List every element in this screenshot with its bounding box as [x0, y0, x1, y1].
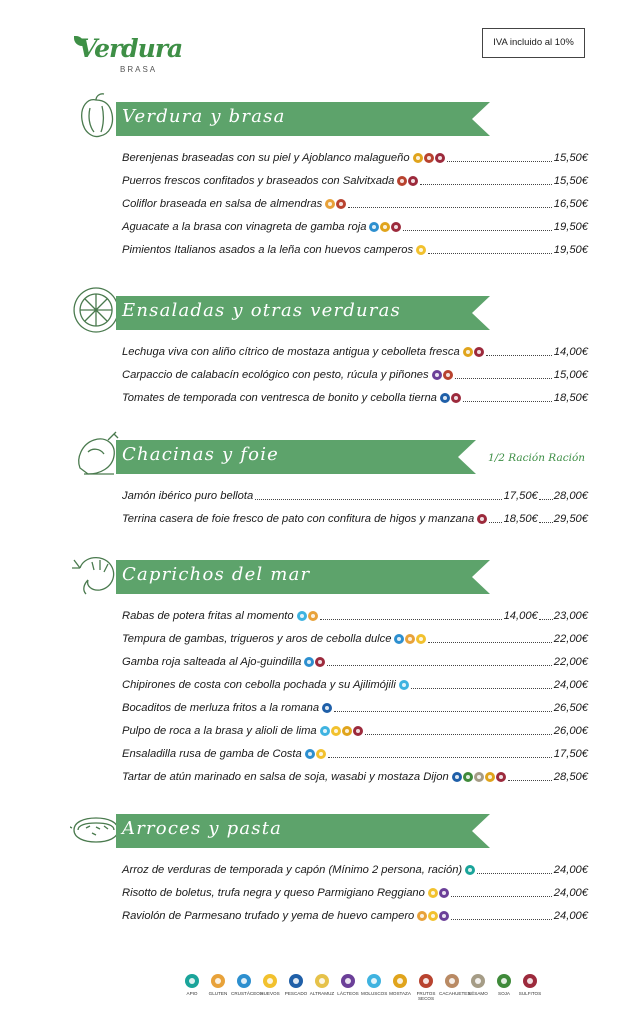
huevos-icon: [416, 634, 426, 644]
mostaza-icon: [342, 726, 352, 736]
sulfitos-icon: [474, 347, 484, 357]
legend-label: APIO: [186, 991, 198, 996]
dish-price: 16,50€: [553, 198, 588, 210]
legend-label: PESCADO: [284, 991, 308, 996]
sulfitos-icon: [523, 974, 537, 988]
huevos-icon: [428, 911, 438, 921]
dot-leader: [403, 219, 551, 231]
frutos_secos-icon: [424, 153, 434, 163]
gluten-icon: [417, 911, 427, 921]
dot-leader: [447, 150, 552, 162]
half-portion-price: 17,50€: [503, 490, 538, 502]
menu-item: [122, 242, 588, 258]
dot-leader: [328, 746, 552, 758]
section-banner: [116, 814, 490, 848]
tomato-slice-icon: [70, 284, 122, 336]
frutos_secos-icon: [397, 176, 407, 186]
dish-name: Lechuga viva con aliño cítrico de mostaza antigua y cebolleta fresca: [122, 346, 460, 358]
apio-icon: [465, 865, 475, 875]
dish-name: Puerros frescos confitados y braseados con Salvitxada: [122, 175, 395, 187]
sulfitos-icon: [435, 153, 445, 163]
dish-name: Pimientos Italianos asados a la leña con huevos camperos: [122, 244, 414, 256]
menu-item: [122, 746, 588, 762]
pescado-icon: [452, 772, 462, 782]
gluten-icon: [308, 611, 318, 621]
menu-item: [122, 654, 588, 670]
dish-price: 24,00€: [553, 864, 588, 876]
section-title: Verdura y brasa: [122, 106, 286, 127]
dot-leader: [508, 769, 552, 781]
legend-label: CACAHUETES: [439, 991, 471, 996]
dot-leader: [451, 908, 551, 920]
paella-icon: [70, 802, 122, 854]
pescado-icon: [289, 974, 303, 988]
dish-price: 23,00€: [553, 610, 588, 622]
sulfitos-icon: [496, 772, 506, 782]
allergen-icons: [413, 153, 445, 163]
dish-price: 19,50€: [553, 221, 588, 233]
dish-price: 15,50€: [553, 175, 588, 187]
dish-price: 26,50€: [553, 702, 588, 714]
pepper-icon: [70, 90, 122, 142]
dish-name: Gamba roja salteada al Ajo-guindilla: [122, 656, 302, 668]
dish-price: 22,00€: [553, 656, 588, 668]
legend-label: CRUSTÁCEOS: [231, 991, 263, 996]
lacteos-icon: [439, 888, 449, 898]
dish-name: Tartar de atún marinado en salsa de soja, wasabi y mostaza Dijon: [122, 771, 449, 783]
menu-item: [122, 700, 588, 716]
dish-name: Chipirones de costa con cebolla pochada y su Ajilimójili: [122, 679, 396, 691]
allergen-legend: [180, 974, 542, 1001]
menu-item: [122, 173, 588, 189]
dot-leader: [463, 390, 552, 402]
ham-icon: [70, 428, 122, 480]
logo-title: Verdura: [78, 34, 183, 63]
legend-label: HUEVOS: [260, 991, 280, 996]
frutos_secos-icon: [443, 370, 453, 380]
legend-item-sulfitos: [518, 974, 542, 1001]
menu-item: [122, 367, 588, 383]
menu-item: [122, 631, 588, 647]
allergen-icons: [417, 911, 449, 921]
cacahuetes-icon: [445, 974, 459, 988]
sulfitos-icon: [391, 222, 401, 232]
menu-item: [122, 511, 588, 527]
legend-item-altramuz: [310, 974, 334, 1001]
crustaceos-icon: [305, 749, 315, 759]
dot-leader: [486, 344, 552, 356]
crustaceos-icon: [237, 974, 251, 988]
dish-price: 24,00€: [553, 887, 588, 899]
legend-label: MOLUSCOS: [361, 991, 388, 996]
dot-leader: [539, 608, 553, 620]
legend-item-pescado: [284, 974, 308, 1001]
dish-name: Tomates de temporada con ventresca de bonito y cebolla tierna: [122, 392, 437, 404]
dish-price: 15,00€: [553, 369, 588, 381]
moluscos-icon: [367, 974, 381, 988]
dish-name: Terrina casera de foie fresco de pato con confitura de higos y manzana: [122, 513, 475, 525]
allergen-icons: [399, 680, 409, 690]
dot-leader: [327, 654, 551, 666]
tax-note: IVA incluido al 10%: [482, 28, 585, 58]
legend-item-moluscos: [362, 974, 386, 1001]
portion-header: 1/2 Ración Ración: [488, 452, 586, 464]
dish-price: 17,50€: [553, 748, 588, 760]
section-banner: [116, 102, 490, 136]
moluscos-icon: [399, 680, 409, 690]
section-banner: [116, 296, 490, 330]
dot-leader: [348, 196, 552, 208]
allergen-icons: [416, 245, 426, 255]
legend-item-apio: [180, 974, 204, 1001]
huevos-icon: [331, 726, 341, 736]
legend-item-lacteos: [336, 974, 360, 1001]
dish-price: 26,00€: [553, 725, 588, 737]
dot-leader: [420, 173, 551, 185]
menu-item: [122, 885, 588, 901]
dish-name: Rabas de potera fritas al momento: [122, 610, 294, 622]
logo-subtitle: BRASA: [120, 65, 158, 74]
mostaza-icon: [485, 772, 495, 782]
soja-icon: [463, 772, 473, 782]
dish-price: 28,50€: [553, 771, 588, 783]
dish-name: Jamón ibérico puro bellota: [122, 490, 254, 502]
moluscos-icon: [320, 726, 330, 736]
section-banner: [116, 440, 476, 474]
dish-name: Arroz de verduras de temporada y capón (Mínimo 2 persona, ración): [122, 864, 463, 876]
huevos-icon: [316, 749, 326, 759]
dot-leader: [411, 677, 552, 689]
apio-icon: [185, 974, 199, 988]
huevos-icon: [416, 245, 426, 255]
pescado-icon: [440, 393, 450, 403]
dot-leader: [489, 511, 501, 523]
allergen-icons: [320, 726, 363, 736]
legend-item-gluten: [206, 974, 230, 1001]
lacteos-icon: [439, 911, 449, 921]
huevos-icon: [428, 888, 438, 898]
legend-label: GLUTEN: [208, 991, 228, 996]
crustaceos-icon: [369, 222, 379, 232]
dish-name: Coliflor braseada en salsa de almendras: [122, 198, 323, 210]
gluten-icon: [325, 199, 335, 209]
dish-price: 24,00€: [553, 910, 588, 922]
legend-item-mostaza: [388, 974, 412, 1001]
allergen-icons: [305, 749, 326, 759]
sulfitos-icon: [353, 726, 363, 736]
frutos_secos-icon: [336, 199, 346, 209]
allergen-icons: [322, 703, 332, 713]
menu-item: [122, 608, 588, 624]
menu-item: [122, 196, 588, 212]
legend-item-sesamo: [466, 974, 490, 1001]
section-title: Arroces y pasta: [122, 818, 283, 839]
dish-price: 28,00€: [553, 490, 588, 502]
sesamo-icon: [471, 974, 485, 988]
huevos-icon: [263, 974, 277, 988]
menu-item: [122, 908, 588, 924]
dish-price: 22,00€: [553, 633, 588, 645]
mostaza-icon: [393, 974, 407, 988]
gluten-icon: [211, 974, 225, 988]
dish-name: Aguacate a la brasa con vinagreta de gamba roja: [122, 221, 367, 233]
dot-leader: [255, 488, 501, 500]
sulfitos-icon: [315, 657, 325, 667]
menu-item: [122, 219, 588, 235]
allergen-icons: [440, 393, 461, 403]
dot-leader: [334, 700, 552, 712]
allergen-icons: [428, 888, 449, 898]
altramuz-icon: [315, 974, 329, 988]
dot-leader: [539, 488, 553, 500]
dish-price: 24,00€: [553, 679, 588, 691]
legend-label: FRUTOS SECOS: [416, 991, 436, 1001]
legend-label: MOSTAZA: [389, 991, 411, 996]
moluscos-icon: [297, 611, 307, 621]
legend-item-frutos_secos: [414, 974, 438, 1001]
dot-leader: [455, 367, 552, 379]
menu-item: [122, 769, 588, 785]
mostaza-icon: [380, 222, 390, 232]
menu-item: [122, 723, 588, 739]
dish-price: 19,50€: [553, 244, 588, 256]
dot-leader: [320, 608, 502, 620]
dish-name: Berenjenas braseadas con su piel y Ajoblanco malagueño: [122, 152, 410, 164]
legend-item-crustaceos: [231, 974, 263, 1001]
menu-item: [122, 390, 588, 406]
section-title: Caprichos del mar: [122, 564, 311, 585]
sesamo-icon: [474, 772, 484, 782]
allergen-icons: [325, 199, 346, 209]
pescado-icon: [322, 703, 332, 713]
allergen-icons: [397, 176, 418, 186]
menu-item: [122, 150, 588, 166]
mostaza-icon: [463, 347, 473, 357]
crustaceos-icon: [304, 657, 314, 667]
legend-item-soja: [492, 974, 516, 1001]
legend-item-cacahuetes: [439, 974, 471, 1001]
legend-label: LÁCTEOS: [337, 991, 359, 996]
allergen-icons: [304, 657, 325, 667]
sulfitos-icon: [477, 514, 487, 524]
legend-label: ALTRAMUZ: [309, 991, 335, 996]
sulfitos-icon: [408, 176, 418, 186]
allergen-icons: [465, 865, 475, 875]
dish-name: Ensaladilla rusa de gamba de Costa: [122, 748, 302, 760]
mostaza-icon: [413, 153, 423, 163]
soja-icon: [497, 974, 511, 988]
dot-leader: [428, 631, 551, 643]
dot-leader: [428, 242, 552, 254]
allergen-icons: [477, 514, 487, 524]
allergen-icons: [432, 370, 453, 380]
lacteos-icon: [432, 370, 442, 380]
sulfitos-icon: [451, 393, 461, 403]
dish-name: Bocaditos de merluza fritos a la romana: [122, 702, 320, 714]
legend-item-huevos: [258, 974, 282, 1001]
dot-leader: [477, 862, 552, 874]
section-title: Ensaladas y otras verduras: [122, 300, 401, 321]
allergen-icons: [297, 611, 318, 621]
lacteos-icon: [341, 974, 355, 988]
section-banner: [116, 560, 490, 594]
dish-name: Risotto de boletus, trufa negra y queso Parmigiano Reggiano: [122, 887, 425, 899]
dish-name: Tempura de gambas, trigueros y aros de cebolla dulce: [122, 633, 392, 645]
legend-label: SULFITOS: [518, 991, 542, 996]
dish-price: 14,00€: [553, 346, 588, 358]
crustaceos-icon: [394, 634, 404, 644]
dot-leader: [365, 723, 552, 735]
half-portion-price: 18,50€: [503, 513, 538, 525]
frutos_secos-icon: [419, 974, 433, 988]
dish-price: 29,50€: [553, 513, 588, 525]
allergen-icons: [463, 347, 484, 357]
dish-name: Carpaccio de calabacín ecológico con pesto, rúcula y piñones: [122, 369, 429, 381]
menu-item: [122, 344, 588, 360]
menu-item: [122, 488, 588, 504]
legend-label: SÉSAMO: [468, 991, 488, 996]
allergen-icons: [369, 222, 401, 232]
shrimp-icon: [70, 548, 122, 600]
dot-leader: [451, 885, 552, 897]
dish-price: 18,50€: [553, 392, 588, 404]
half-portion-price: 14,00€: [503, 610, 538, 622]
menu-item: [122, 677, 588, 693]
dish-price: 15,50€: [553, 152, 588, 164]
allergen-icons: [452, 772, 506, 782]
dish-name: Raviolón de Parmesano trufado y yema de huevo campero: [122, 910, 415, 922]
section-title: Chacinas y foie: [122, 444, 280, 465]
restaurant-logo: [74, 34, 183, 80]
menu-item: [122, 862, 588, 878]
allergen-icons: [394, 634, 426, 644]
legend-label: SOJA: [498, 991, 510, 996]
gluten-icon: [405, 634, 415, 644]
dot-leader: [539, 511, 553, 523]
dish-name: Pulpo de roca a la brasa y alioli de lima: [122, 725, 317, 737]
